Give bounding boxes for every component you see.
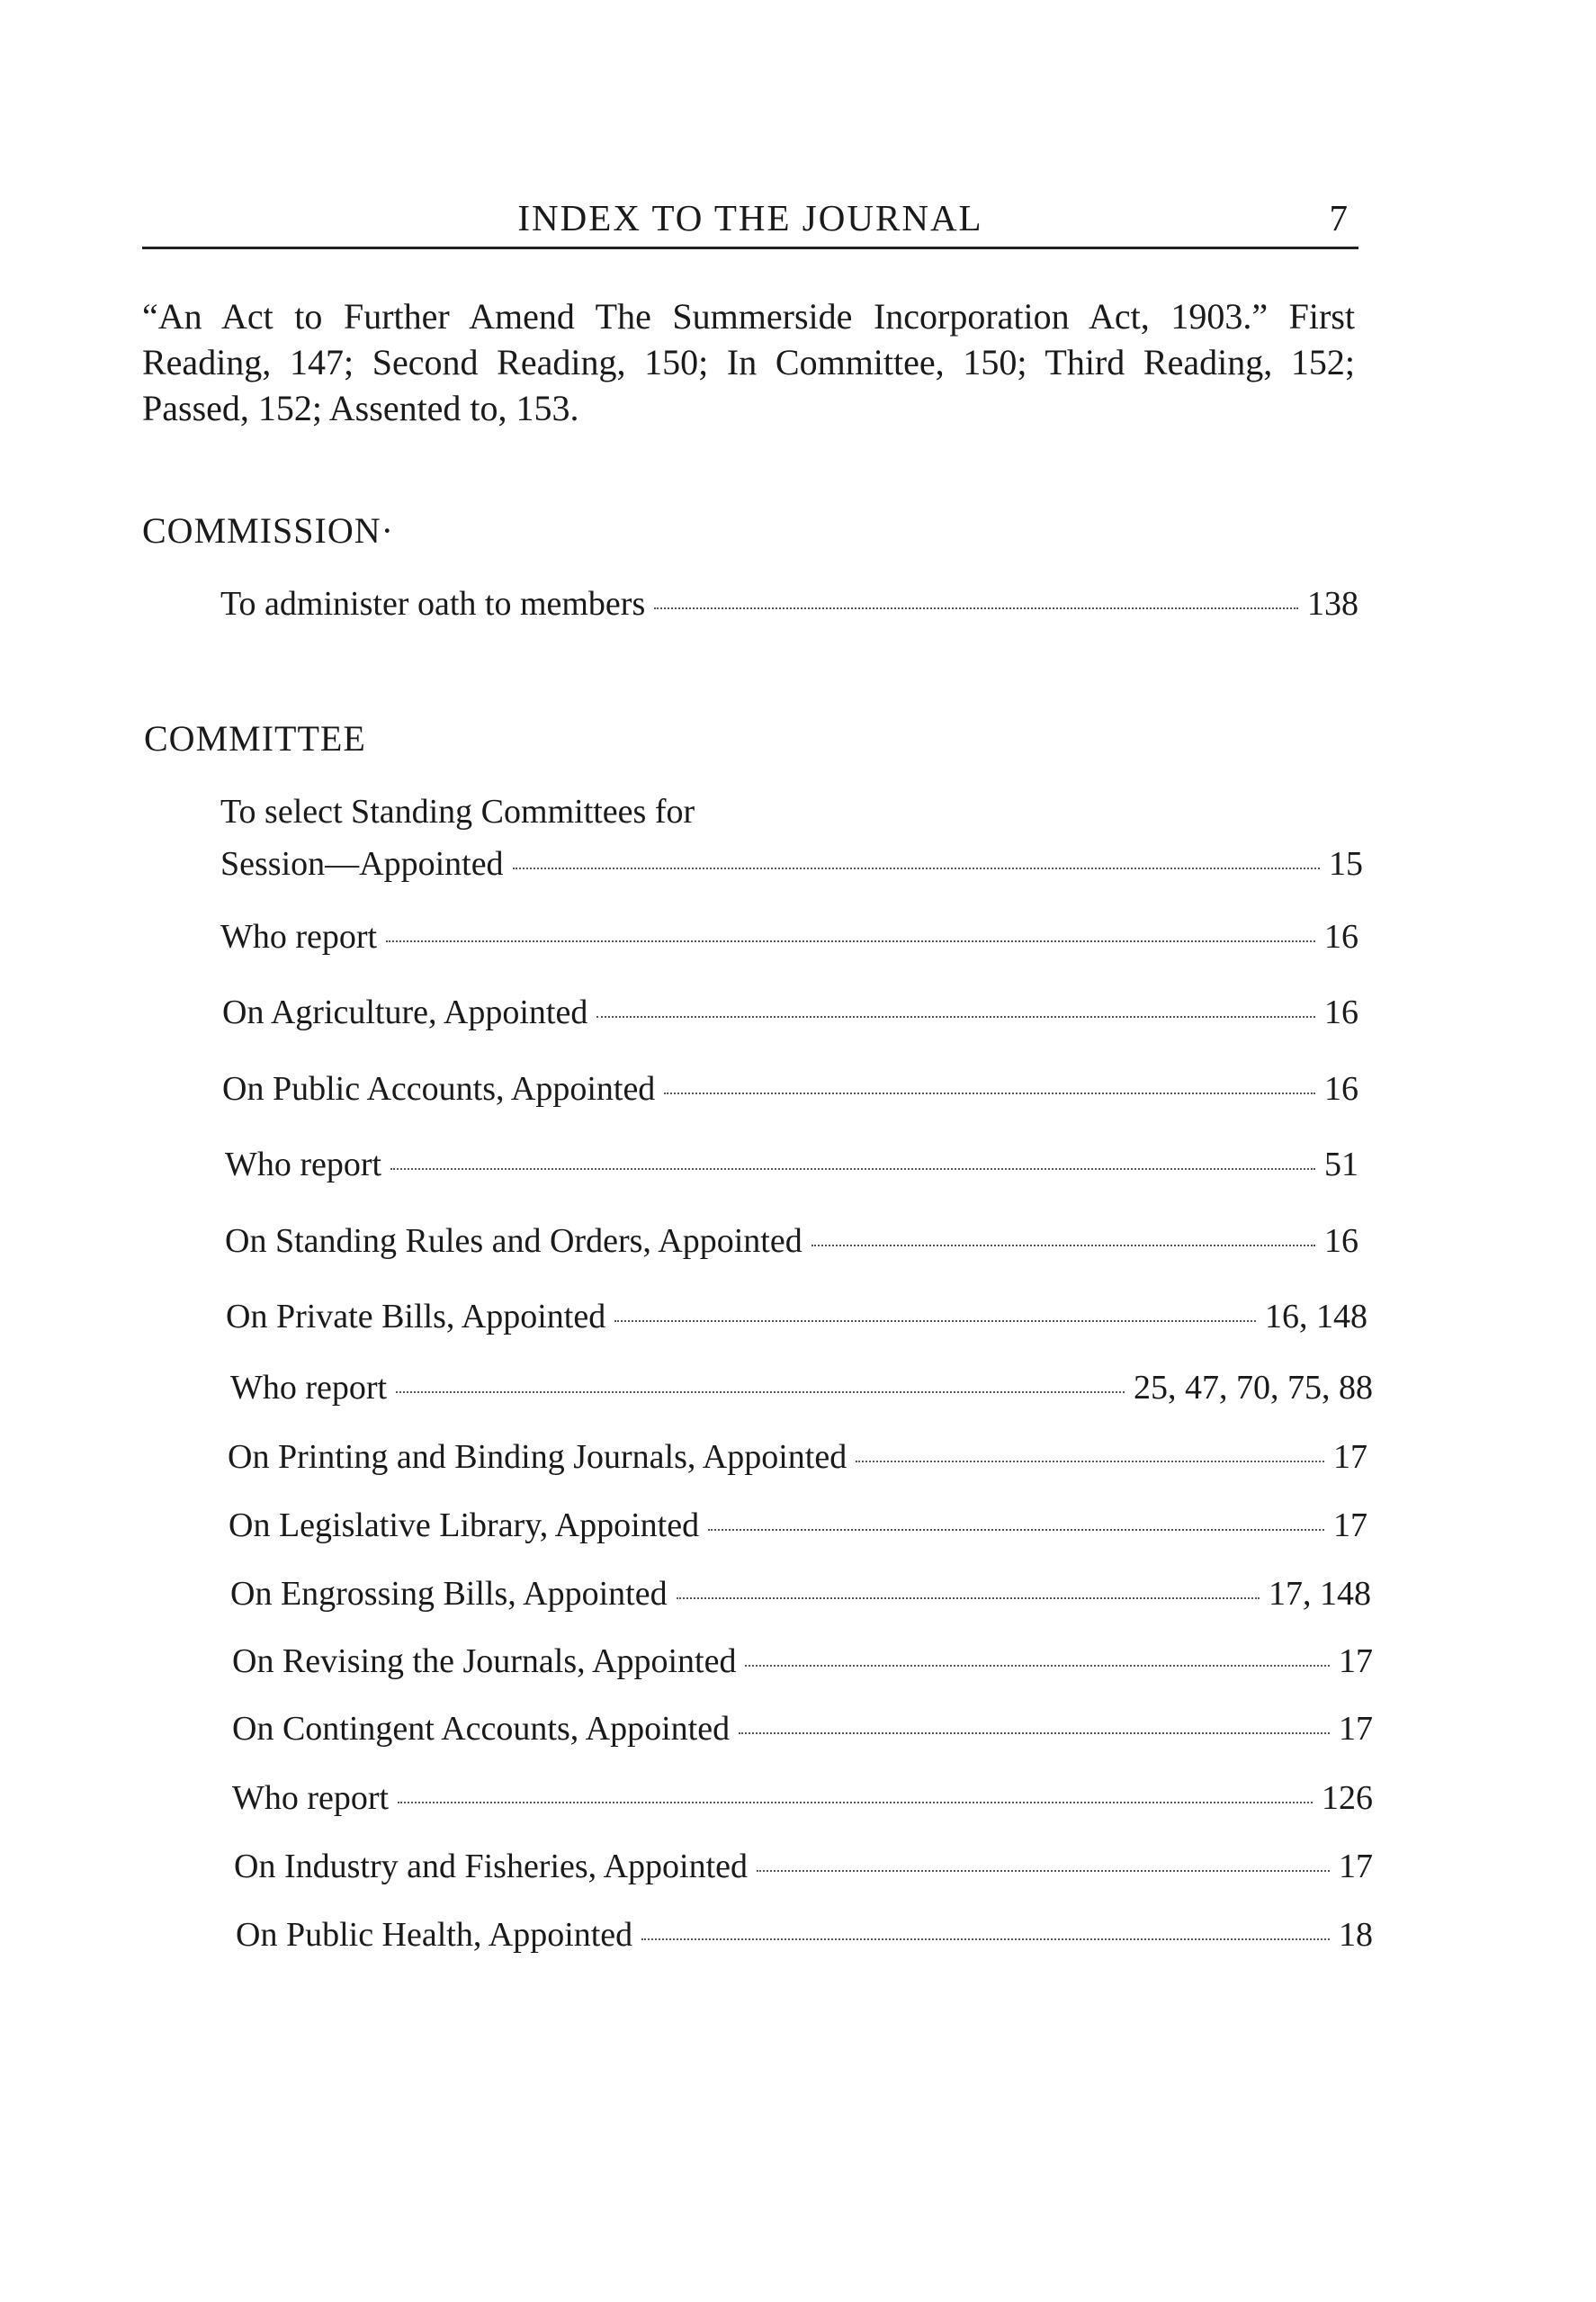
entry-label: On Legislative Library, Appointed xyxy=(229,1506,700,1544)
entry-pages: 16, 148 xyxy=(1265,1298,1367,1335)
index-entry xyxy=(220,583,1358,625)
dot-leader xyxy=(390,1168,1315,1170)
index-entry xyxy=(228,1436,1367,1478)
entry-label: On Private Bills, Appointed xyxy=(226,1298,606,1335)
index-entry xyxy=(220,916,1358,958)
intro-paragraph: “An Act to Further Amend The Summerside Incorporation Act, 1903.” First Reading, 147; Second Reading, 150; In Committee, 150; Third Reading, 152; Passed, 152; Assented to, 153. xyxy=(142,296,1355,428)
entry-label: On Public Health, Appointed xyxy=(236,1916,633,1954)
entry-pages: 138 xyxy=(1307,585,1358,623)
dot-leader xyxy=(654,607,1298,609)
dot-leader xyxy=(811,1245,1315,1246)
committee-heading: COMMITTEE xyxy=(144,718,366,759)
entry-pages: 25, 47, 70, 75, 88 xyxy=(1134,1369,1373,1407)
commission-heading: COMMISSION· xyxy=(142,510,394,551)
page-number: 7 xyxy=(1329,197,1348,238)
entry-pages: 51 xyxy=(1324,1146,1358,1183)
entry-pages: 17 xyxy=(1339,1848,1373,1885)
index-entry xyxy=(222,1068,1358,1110)
entry-pages: 17 xyxy=(1333,1438,1367,1476)
index-entry xyxy=(225,1144,1358,1185)
entry-pages: 16 xyxy=(1324,1222,1358,1260)
entry-pages: 126 xyxy=(1322,1779,1373,1817)
running-title: INDEX TO THE JOURNAL xyxy=(517,197,983,238)
entry-label: On Industry and Fisheries, Appointed xyxy=(234,1848,749,1885)
entry-label: On Contingent Accounts, Appointed xyxy=(232,1710,731,1748)
dot-leader xyxy=(614,1320,1256,1322)
index-entry xyxy=(234,1846,1373,1887)
entry-pages: 16 xyxy=(1324,994,1358,1031)
entry-label: To administer oath to members xyxy=(220,585,646,623)
dot-leader xyxy=(745,1665,1330,1667)
entry-pages: 17 xyxy=(1339,1642,1373,1680)
entry-label: Who report xyxy=(230,1369,388,1407)
index-entry xyxy=(222,992,1358,1033)
entry-label: Who report xyxy=(232,1779,390,1817)
entry-pages: 15 xyxy=(1329,845,1363,883)
entry-pages: 17 xyxy=(1333,1506,1367,1544)
entry-label: On Printing and Binding Journals, Appointed xyxy=(228,1438,847,1476)
dot-leader xyxy=(708,1529,1324,1531)
entry-label: On Engrossing Bills, Appointed xyxy=(230,1575,668,1613)
index-entry xyxy=(232,1708,1373,1749)
entry-label: On Public Accounts, Appointed xyxy=(222,1070,656,1108)
page-header xyxy=(142,193,1358,249)
dot-leader xyxy=(513,868,1320,869)
dot-leader xyxy=(664,1093,1315,1094)
index-entry xyxy=(236,1914,1373,1956)
entry-pages: 16 xyxy=(1324,1070,1358,1108)
entry-label: On Revising the Journals, Appointed xyxy=(232,1642,737,1680)
dot-leader xyxy=(596,1016,1315,1018)
entry-label: On Standing Rules and Orders, Appointed xyxy=(225,1222,802,1260)
dot-leader xyxy=(757,1870,1330,1872)
index-entry xyxy=(232,1641,1373,1682)
entry-label: Who report xyxy=(225,1146,382,1183)
dot-leader xyxy=(386,940,1315,942)
dot-leader xyxy=(739,1732,1330,1734)
entry-label-line1: To select Standing Committees for xyxy=(220,793,695,831)
entry-pages: 16 xyxy=(1324,918,1358,956)
index-entry xyxy=(230,1573,1371,1614)
dot-leader xyxy=(641,1938,1330,1940)
index-entry xyxy=(225,1220,1358,1262)
entry-pages: 17 xyxy=(1339,1710,1373,1748)
dot-leader xyxy=(856,1461,1324,1462)
dot-leader xyxy=(677,1597,1260,1599)
index-entry xyxy=(232,1777,1373,1819)
entry-pages: 18 xyxy=(1339,1916,1373,1954)
index-entry xyxy=(230,1367,1373,1408)
dot-leader xyxy=(398,1802,1313,1803)
entry-label: On Agriculture, Appointed xyxy=(222,994,588,1031)
dot-leader xyxy=(396,1391,1125,1393)
entry-pages: 17, 148 xyxy=(1269,1575,1371,1613)
index-entry xyxy=(229,1505,1367,1546)
entry-label: Who report xyxy=(220,918,378,956)
index-entry xyxy=(226,1296,1367,1337)
index-entry xyxy=(220,786,1363,890)
entry-label-line2: Session—Appointed xyxy=(220,845,504,883)
